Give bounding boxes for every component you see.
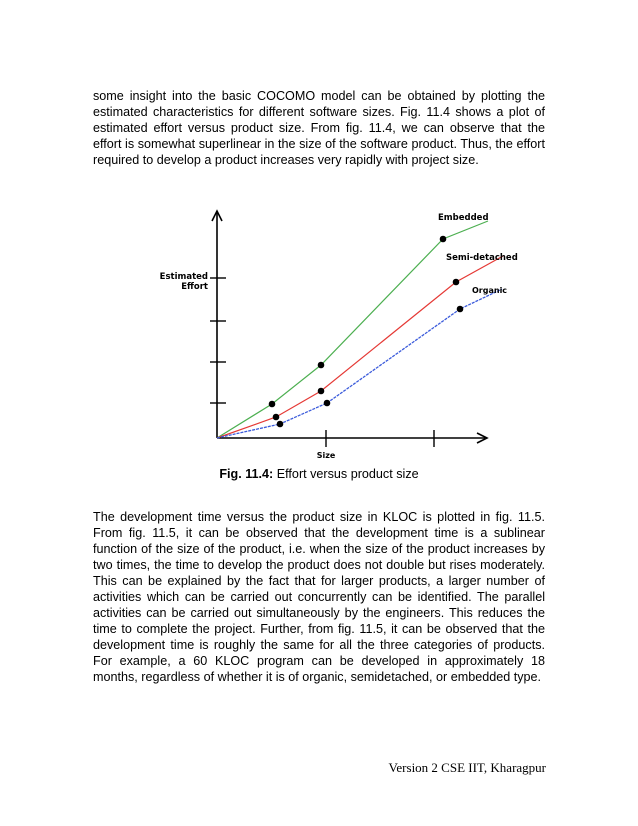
figure-caption xyxy=(0,467,638,481)
page-footer: Version 2 CSE IIT, Kharagpur xyxy=(388,760,546,775)
point-organic xyxy=(277,421,284,428)
x-axis-label: Size xyxy=(316,451,336,460)
paragraph-development-time: The development time versus the product size in KLOC is plotted in fig. 11.5. From fig. 11.5, it can be observed that the development time is a sublinear function of the size of the product, i.e. when the size of the product increases by two times, the time to develop the product does not double but rises moderately. This can be explained by the fact that for larger products, a larger number of activities which can be carried out concurrently can be identified. The parallel activities can be carried out simultaneously by the engineers. This reduces the time to complete the project. Further, from fig. 11.5, it can be observed that the development time is roughly the same for all the three categories of products. For example, a 60 KLOC program can be developed in approximately 18 months, regardless of whether it is of organic, semidetached, or embedded type. xyxy=(93,510,545,684)
series-label-organic: Organic xyxy=(472,286,508,295)
caption-text: Effort versus product size xyxy=(273,467,419,481)
point-organic xyxy=(324,400,331,407)
y-axis-label-line1: Estimated xyxy=(159,272,208,282)
point-semi-detached xyxy=(453,279,460,286)
point-semi-detached xyxy=(273,414,280,421)
point-organic xyxy=(457,306,464,313)
point-semi-detached xyxy=(318,388,325,395)
point-embedded xyxy=(269,401,276,408)
point-embedded xyxy=(318,362,325,369)
effort-vs-size-figure xyxy=(150,205,520,465)
paragraph-intro: some insight into the basic COCOMO model can be obtained by plotting the estimated characteristics for different software sizes. Fig. 11.4 shows a plot of estimated effort versus product size. From fig. 11.4, we can observe that the effort is somewhat superlinear in the size of the software product. Thus, the effort required to develop a product increases very rapidly with project size. xyxy=(93,89,545,167)
line-semi-detached xyxy=(217,256,503,438)
series-label-embedded: Embedded xyxy=(438,213,489,223)
y-axis-label-line2: Effort xyxy=(181,282,208,292)
caption-label: Fig. 11.4: xyxy=(219,467,274,481)
series-label-semi-detached: Semi-detached xyxy=(446,253,518,263)
point-embedded xyxy=(440,236,447,243)
